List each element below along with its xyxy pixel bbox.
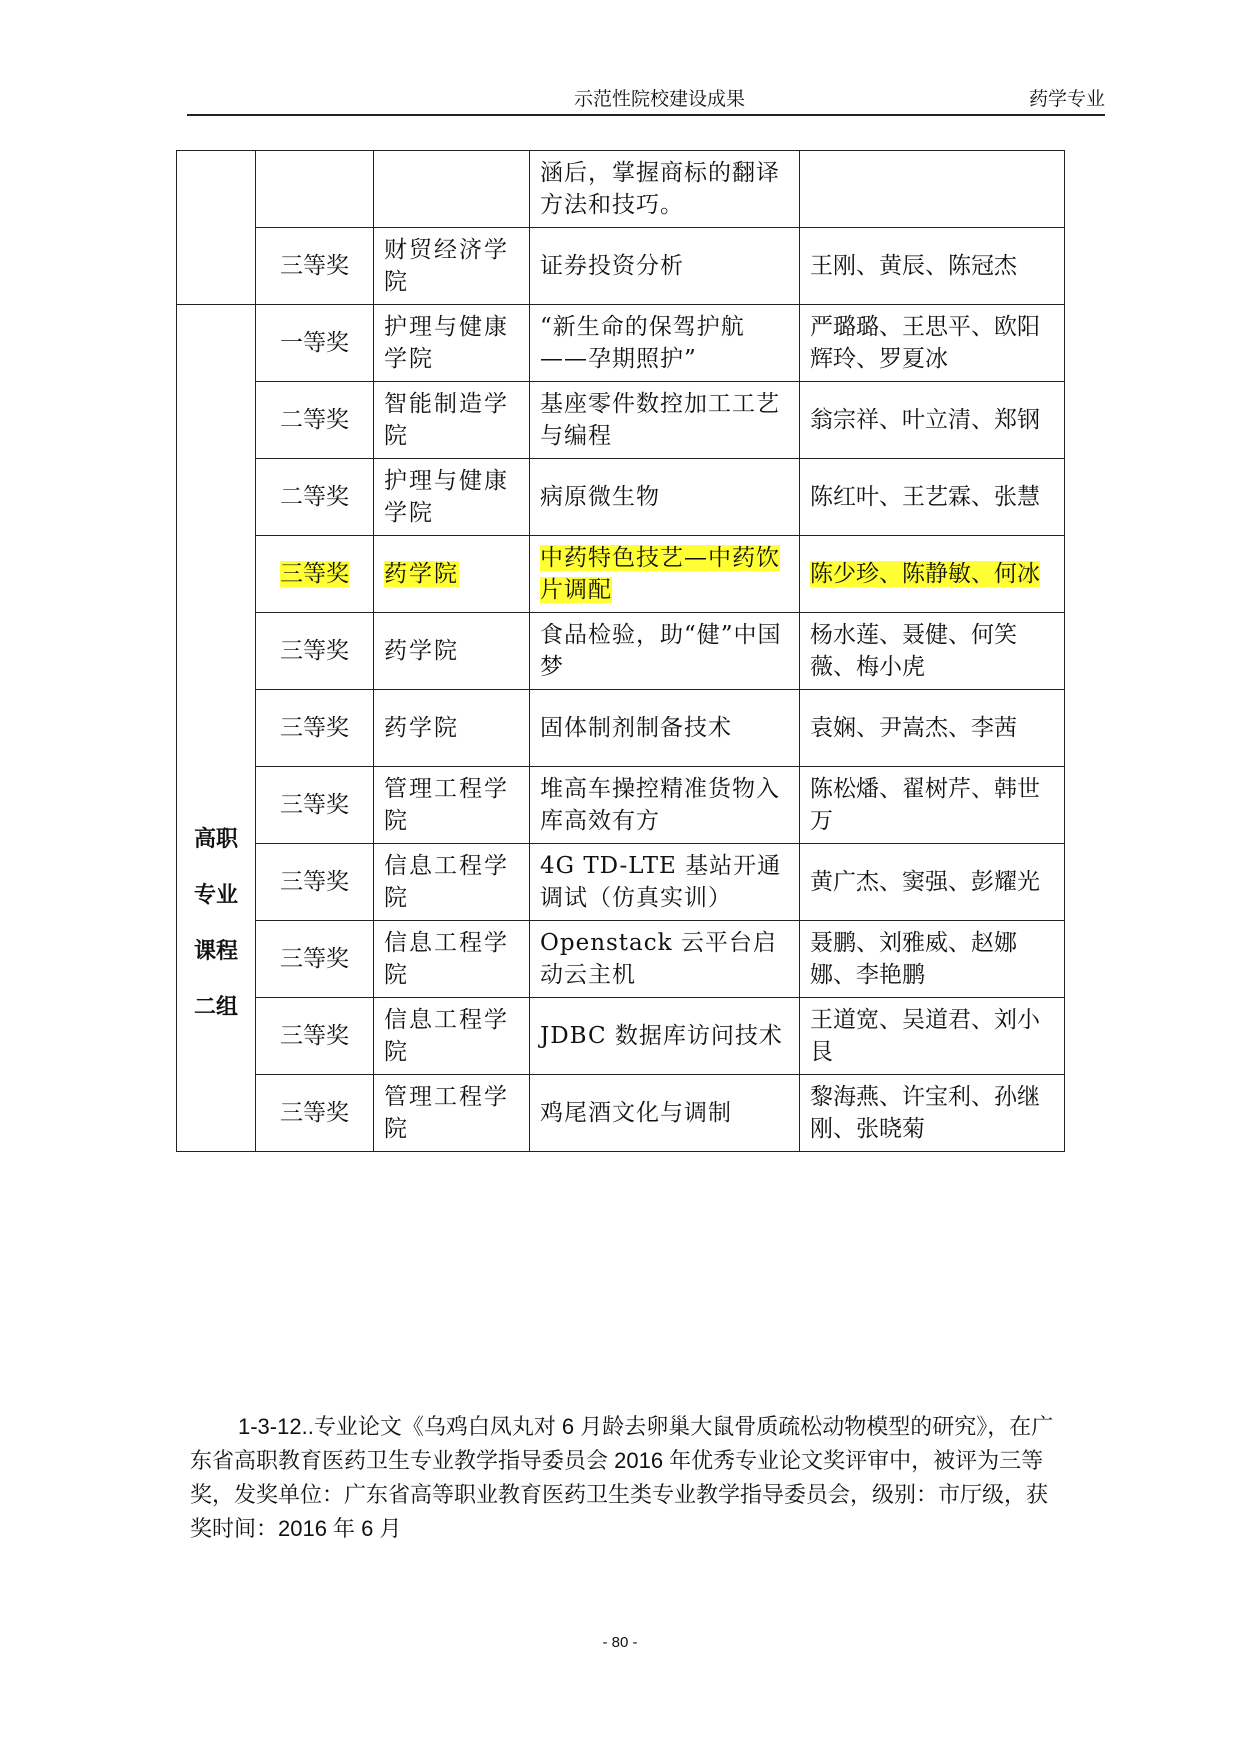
course-title-cell — [530, 690, 800, 767]
college-name: 药学院 — [384, 638, 459, 664]
team-members: 陈少珍、陈静敏、何冰 — [810, 561, 1040, 587]
course-title-cell — [530, 228, 800, 305]
course-title: 病原微生物 — [540, 484, 660, 510]
header-subject: 药学专业 — [1028, 88, 1105, 110]
team-members-cell — [800, 613, 1065, 690]
course-title: 食品检验，助“健”中国梦 — [540, 622, 782, 680]
course-title-cell — [530, 382, 800, 459]
college-name-cell — [374, 998, 530, 1075]
team-members-cell — [800, 690, 1065, 767]
team-members: 陈松燔、翟树芹、韩世万 — [810, 776, 1040, 834]
college-name: 药学院 — [384, 715, 459, 741]
team-members-cell — [800, 382, 1065, 459]
team-members: 杨水莲、聂健、何笑薇、梅小虎 — [810, 622, 1017, 680]
award-level: 三等奖 — [280, 869, 349, 895]
award-level-cell — [256, 1075, 374, 1152]
college-name: 信息工程学院 — [384, 930, 509, 988]
course-title-cell — [530, 1075, 800, 1152]
college-name: 信息工程学院 — [384, 1007, 509, 1065]
college-name-cell — [374, 459, 530, 536]
college-name-cell — [374, 613, 530, 690]
awards-table — [176, 150, 1065, 1152]
team-members: 翁宗祥、叶立清、郑钢 — [810, 407, 1040, 433]
college-name: 信息工程学院 — [384, 853, 509, 911]
page-number: - 80 - — [602, 1634, 638, 1651]
table-row — [177, 305, 1065, 382]
college-name-cell — [374, 844, 530, 921]
college-name-cell — [374, 690, 530, 767]
award-level-cell — [256, 998, 374, 1075]
college-name: 管理工程学院 — [384, 1084, 509, 1142]
team-members: 严璐璐、王思平、欧阳辉玲、罗夏冰 — [810, 314, 1040, 372]
award-level: 三等奖 — [280, 638, 349, 664]
team-members-cell — [800, 459, 1065, 536]
award-level-cell — [256, 690, 374, 767]
course-title-cell — [530, 998, 800, 1075]
college-name-cell — [374, 305, 530, 382]
team-members-cell — [800, 1075, 1065, 1152]
course-title-cell — [530, 459, 800, 536]
college-name: 护理与健康学院 — [384, 468, 509, 526]
course-title: Openstack 云平台启动云主机 — [540, 930, 777, 988]
award-level: 一等奖 — [280, 330, 349, 356]
team-members-cell — [800, 767, 1065, 844]
course-title-cell — [530, 151, 800, 228]
table-row — [177, 459, 1065, 536]
award-level: 二等奖 — [280, 484, 349, 510]
college-name-cell — [374, 228, 530, 305]
team-members-cell — [800, 921, 1065, 998]
college-name: 财贸经济学院 — [384, 237, 509, 295]
college-name-cell — [374, 536, 530, 613]
team-members: 袁娴、尹嵩杰、李茜 — [810, 715, 1017, 741]
table-row — [177, 844, 1065, 921]
course-title-cell — [530, 844, 800, 921]
course-title: 中药特色技艺—中药饮片调配 — [540, 545, 780, 603]
award-level-cell — [256, 536, 374, 613]
college-name-cell — [374, 1075, 530, 1152]
table-row — [177, 1075, 1065, 1152]
table-row — [177, 767, 1065, 844]
award-level-cell — [256, 305, 374, 382]
team-members-cell — [800, 844, 1065, 921]
award-level: 三等奖 — [280, 561, 349, 587]
college-name: 智能制造学院 — [384, 391, 509, 449]
team-members: 黄广杰、窦强、彭耀光 — [810, 869, 1040, 895]
group-label: 高职 专业 课程 二组 — [193, 827, 238, 1020]
award-paragraph: 1-3-12..专业论文《乌鸡白凤丸对 6 月龄去卵巢大鼠骨质疏松动物模型的研究》，在广东省高职教育医药卫生专业教学指导委员会 2016 年优秀专业论文奖评审中，被评为三等奖，发奖单位：广东省高等职业教育医药卫生类专业教学指导委员会，级别：市厅级，获奖时间：2016 年 6 月 — [190, 1414, 1054, 1541]
table-row — [177, 151, 1065, 228]
team-members: 王刚、黄辰、陈冠杰 — [810, 253, 1017, 279]
team-members: 聂鹏、刘雅威、赵娜娜、李艳鹏 — [810, 930, 1017, 988]
header-rule — [187, 114, 1105, 116]
course-title-cell — [530, 305, 800, 382]
college-name-cell — [374, 921, 530, 998]
table-row — [177, 690, 1065, 767]
award-level: 二等奖 — [280, 407, 349, 433]
college-name: 管理工程学院 — [384, 776, 509, 834]
award-level-cell — [256, 767, 374, 844]
course-title: JDBC 数据库访问技术 — [540, 1023, 783, 1049]
course-title: 证券投资分析 — [540, 253, 684, 279]
course-title: “新生命的保驾护航——孕期照护” — [540, 314, 745, 372]
team-members: 黎海燕、许宝利、孙继刚、张晓菊 — [810, 1084, 1040, 1142]
team-members: 王道宽、吴道君、刘小艮 — [810, 1007, 1040, 1065]
award-level-cell — [256, 921, 374, 998]
award-level: 三等奖 — [280, 946, 349, 972]
team-members-cell — [800, 536, 1065, 613]
college-name: 护理与健康学院 — [384, 314, 509, 372]
award-level-cell — [256, 844, 374, 921]
team-members-cell — [800, 305, 1065, 382]
award-level: 三等奖 — [280, 792, 349, 818]
course-title: 固体制剂制备技术 — [540, 715, 732, 741]
table-row — [177, 536, 1065, 613]
course-title-cell — [530, 536, 800, 613]
college-name-cell — [374, 151, 530, 228]
header-title: 示范性院校建设成果 — [574, 88, 746, 110]
table-row — [177, 228, 1065, 305]
team-members-cell — [800, 228, 1065, 305]
table-row — [177, 382, 1065, 459]
award-level: 三等奖 — [280, 253, 349, 279]
table-row — [177, 921, 1065, 998]
college-name-cell — [374, 767, 530, 844]
course-title-cell — [530, 613, 800, 690]
course-title: 涵后，掌握商标的翻译方法和技巧。 — [540, 160, 780, 218]
award-level-cell — [256, 613, 374, 690]
page-header — [187, 84, 1105, 114]
course-title: 鸡尾酒文化与调制 — [540, 1100, 732, 1126]
table-row — [177, 998, 1065, 1075]
course-title: 4G TD-LTE 基站开通调试（仿真实训） — [540, 853, 782, 911]
course-title: 基座零件数控加工工艺与编程 — [540, 391, 780, 449]
award-level-cell — [256, 151, 374, 228]
award-level: 三等奖 — [280, 1100, 349, 1126]
award-level-cell — [256, 228, 374, 305]
college-name: 药学院 — [384, 561, 459, 587]
course-title: 堆高车操控精准货物入库高效有方 — [540, 776, 780, 834]
course-title-cell — [530, 767, 800, 844]
award-level-cell — [256, 382, 374, 459]
award-level: 三等奖 — [280, 1023, 349, 1049]
team-members-cell — [800, 998, 1065, 1075]
group-label-cell — [177, 305, 256, 1152]
group-cell-previous — [177, 151, 256, 305]
team-members: 陈红叶、王艺霖、张慧 — [810, 484, 1040, 510]
team-members-cell — [800, 151, 1065, 228]
award-level: 三等奖 — [280, 715, 349, 741]
table-row — [177, 613, 1065, 690]
course-title-cell — [530, 921, 800, 998]
college-name-cell — [374, 382, 530, 459]
award-level-cell — [256, 459, 374, 536]
